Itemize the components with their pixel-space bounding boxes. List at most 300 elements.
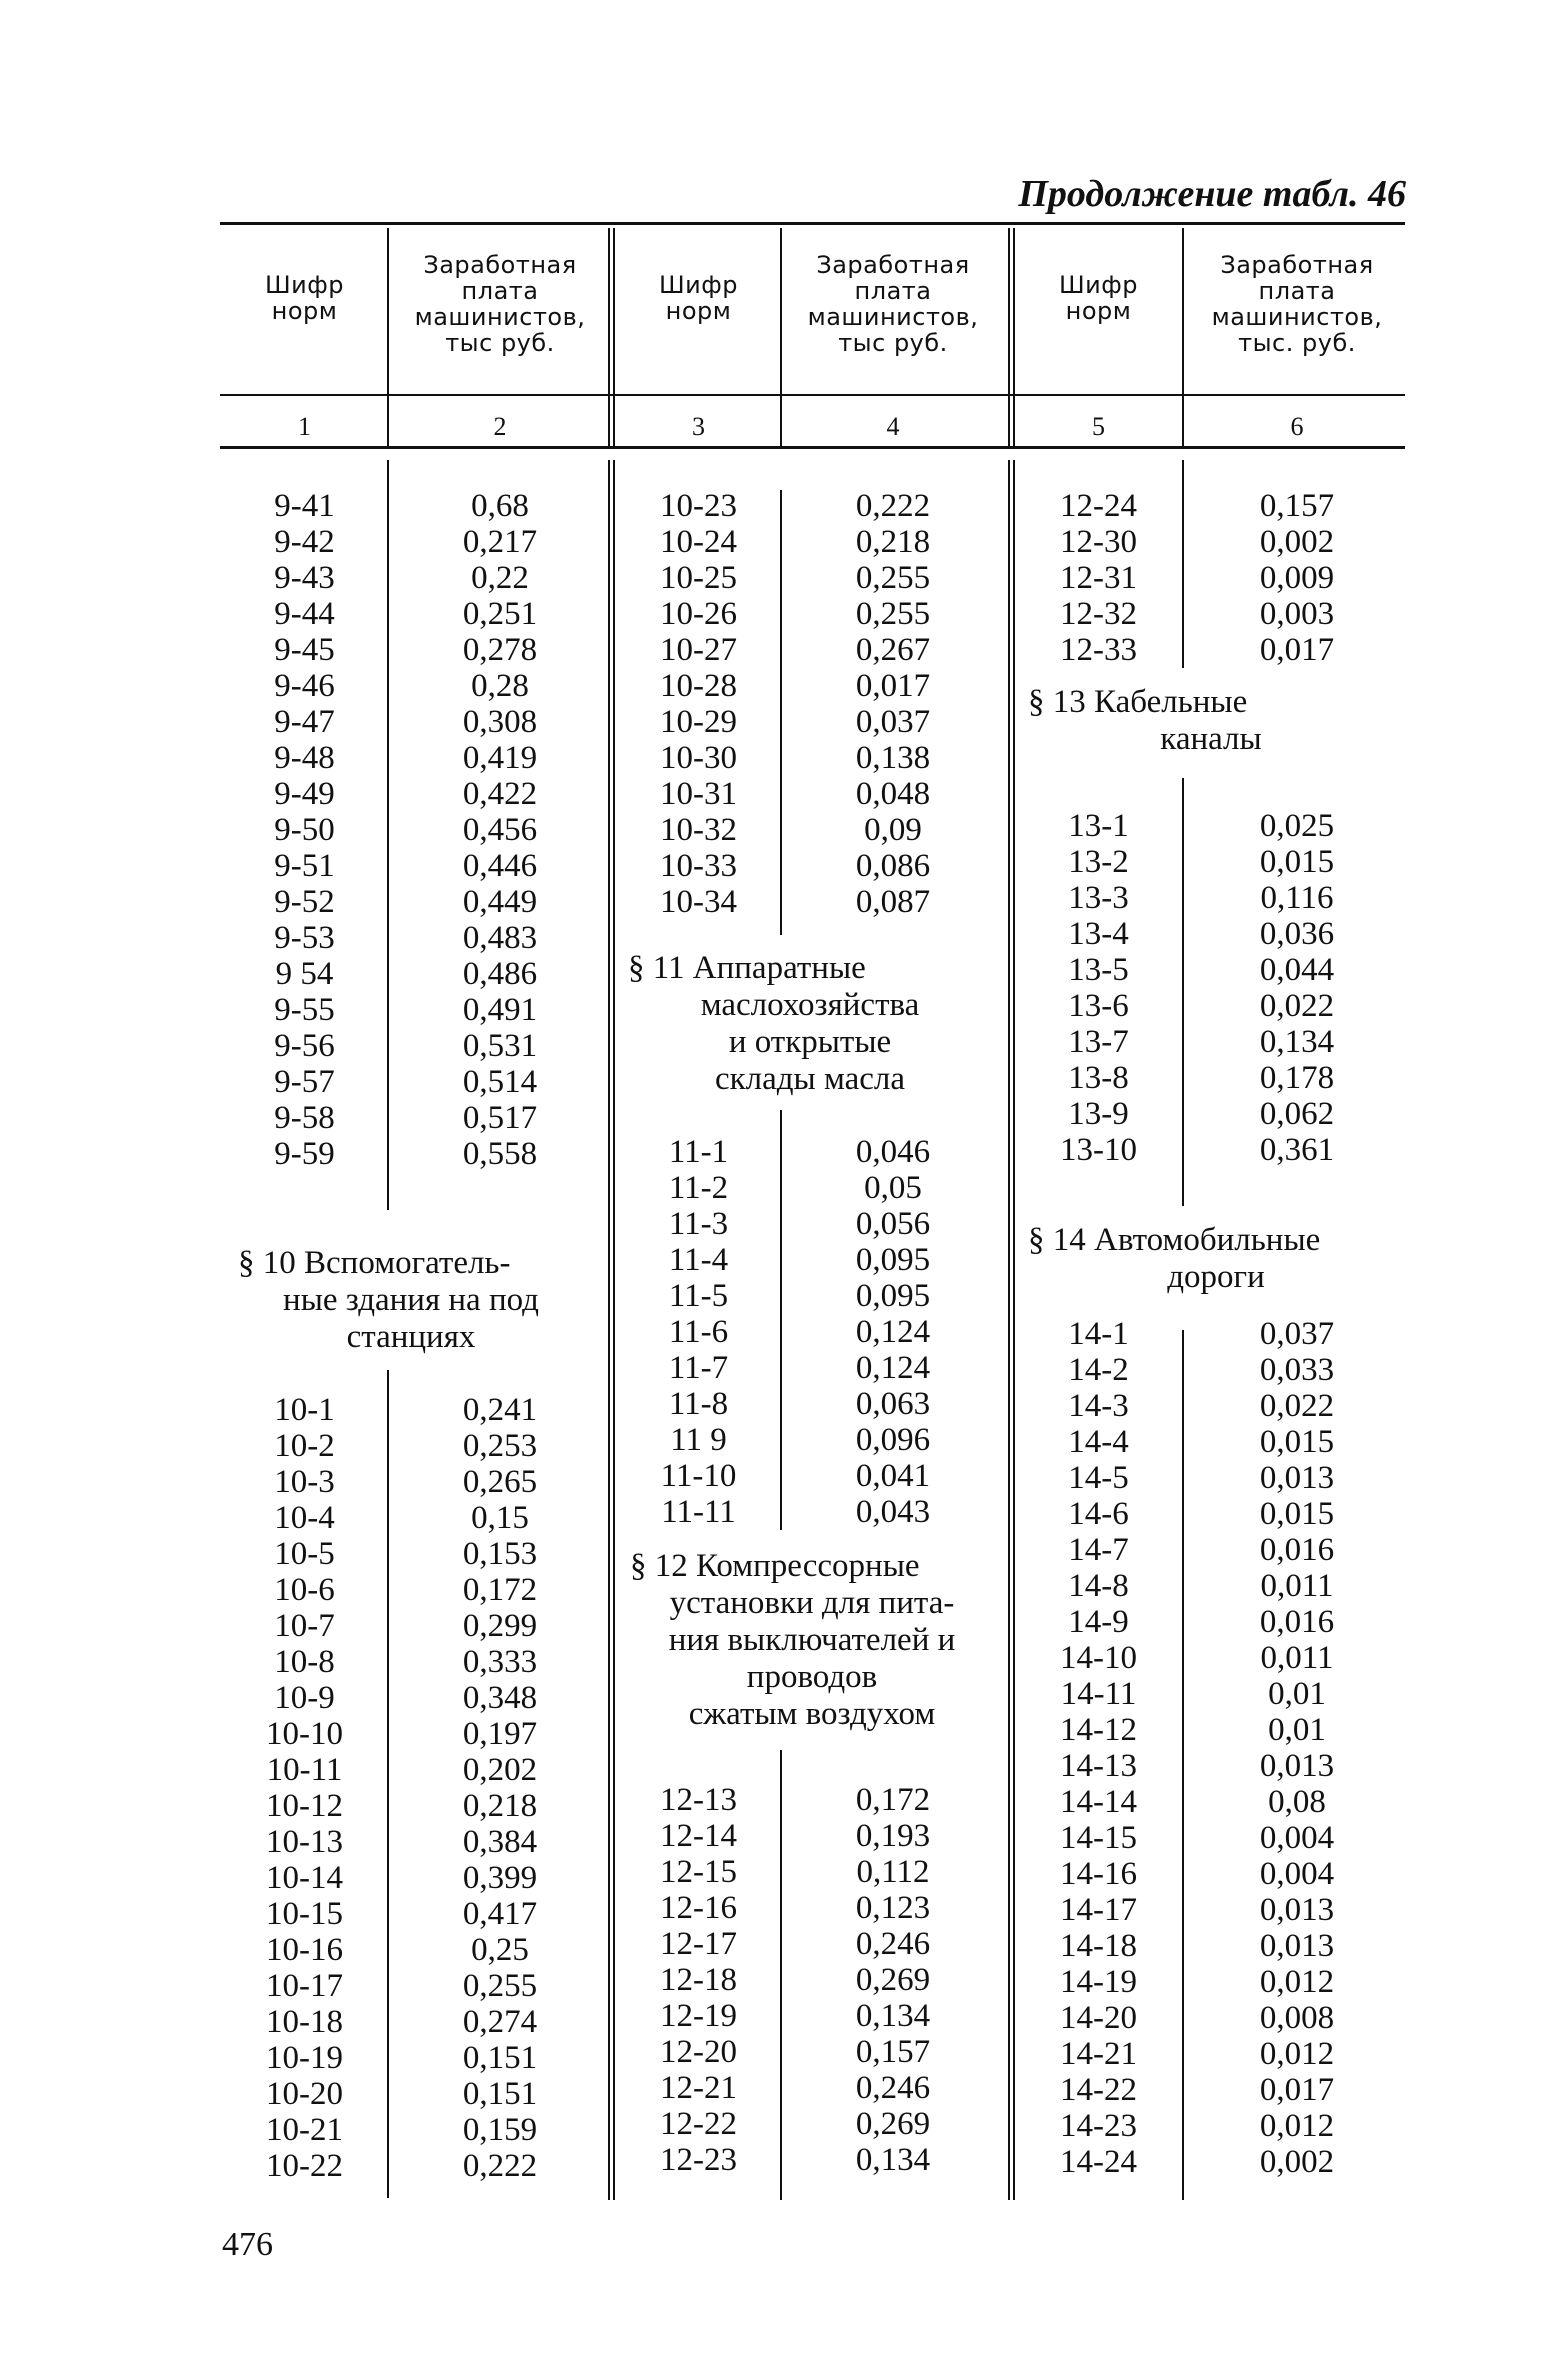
norm-code-cell: 10-23: [660, 488, 737, 524]
colnum-4: 4: [886, 412, 900, 441]
norm-code-cell: 12-22: [660, 2106, 737, 2142]
norm-code-cell: 13-1: [1068, 808, 1129, 844]
header-line: Шифр: [264, 271, 344, 299]
norm-code-cell: 10-34: [660, 884, 737, 920]
norm-code-cell: 13-5: [1068, 952, 1129, 988]
norm-code-cell: 9-55: [274, 992, 335, 1028]
wage-value-cell: 0,514: [462, 1064, 538, 1100]
wage-value-cell: 0,095: [855, 1242, 931, 1278]
norm-code-cell: 14-1: [1068, 1316, 1129, 1352]
norm-code-cell: 13-7: [1068, 1024, 1129, 1060]
header-line: машинистов,: [1211, 303, 1383, 331]
wage-value-cell: 0,449: [462, 884, 538, 920]
values-block-10b: [782, 488, 1004, 920]
norm-code-cell: 9-51: [274, 848, 335, 884]
norm-code-cell: 9-43: [274, 560, 335, 596]
section-heading-line: ния выключателей и: [668, 1622, 956, 1658]
wage-value-cell: 0,025: [1259, 808, 1335, 844]
norm-code-cell: 10-11: [266, 1752, 343, 1788]
header-col-6: [1186, 252, 1408, 356]
block-divider: [1008, 228, 1015, 446]
wage-value-cell: 0,036: [1259, 916, 1335, 952]
section-heading-line: каналы: [1160, 721, 1262, 757]
norm-code-cell: 10-14: [266, 1860, 343, 1896]
norm-code-cell: 10-32: [660, 812, 737, 848]
wage-value-cell: 0,333: [462, 1644, 538, 1680]
norm-code-cell: 11-6: [668, 1314, 729, 1350]
section-12-heading: [618, 1548, 1006, 1733]
norm-code-cell: 12-17: [660, 1926, 737, 1962]
page-number: 476: [222, 2226, 273, 2263]
section-11-heading: [616, 950, 1004, 1098]
wage-value-cell: 0,483: [462, 920, 538, 956]
norm-code-cell: 11-3: [668, 1206, 729, 1242]
norm-code-cell: 10-12: [266, 1788, 343, 1824]
section-13-heading: [1016, 684, 1406, 758]
norm-code-cell: 14-16: [1060, 1856, 1137, 1892]
wage-value-cell: 0,09: [864, 812, 922, 848]
wage-value-cell: 0,399: [462, 1860, 538, 1896]
norm-code-cell: 11-8: [668, 1386, 729, 1422]
norm-code-cell: 10-10: [266, 1716, 343, 1752]
wage-value-cell: 0,218: [855, 524, 931, 560]
wage-value-cell: 0,274: [462, 2004, 538, 2040]
wage-value-cell: 0,278: [462, 632, 538, 668]
header-line: машинистов,: [414, 303, 586, 331]
wage-value-cell: 0,033: [1259, 1352, 1335, 1388]
norm-code-cell: 14-21: [1060, 2036, 1137, 2072]
wage-value-cell: 0,267: [855, 632, 931, 668]
wage-value-cell: 0,246: [855, 2070, 931, 2106]
wage-value-cell: 0,01: [1268, 1676, 1326, 1712]
header-line: Заработная: [423, 251, 577, 279]
wage-value-cell: 0,419: [462, 740, 538, 776]
norm-code-cell: 9-45: [274, 632, 335, 668]
norm-code-cell: 14-2: [1068, 1352, 1129, 1388]
wage-value-cell: 0,004: [1259, 1820, 1335, 1856]
norm-code-cell: 12-33: [1060, 632, 1137, 668]
col-divider: [1182, 1330, 1184, 2200]
wage-value-cell: 0,308: [462, 704, 538, 740]
wage-value-cell: 0,134: [855, 1998, 931, 2034]
section-heading-line: проводов: [746, 1659, 878, 1695]
wage-value-cell: 0,157: [855, 2034, 931, 2070]
norm-code-cell: 14-5: [1068, 1460, 1129, 1496]
norm-code-cell: 10-18: [266, 2004, 343, 2040]
wage-value-cell: 0,68: [471, 488, 529, 524]
wage-value-cell: 0,002: [1259, 2144, 1335, 2180]
wage-value-cell: 0,202: [462, 1752, 538, 1788]
wage-value-cell: 0,384: [462, 1824, 538, 1860]
norm-code-cell: 14-10: [1060, 1640, 1137, 1676]
wage-value-cell: 0,012: [1259, 1964, 1335, 2000]
norm-code-cell: 14-17: [1060, 1892, 1137, 1928]
colnum-5: 5: [1092, 412, 1105, 441]
norm-code-cell: 9-57: [274, 1064, 335, 1100]
norm-code-cell: 12-24: [1060, 488, 1137, 524]
wage-value-cell: 0,159: [462, 2112, 538, 2148]
section-heading-line: § 11 Аппаратные: [628, 950, 866, 986]
norm-code-cell: 12-16: [660, 1890, 737, 1926]
wage-value-cell: 0,255: [855, 560, 931, 596]
wage-value-cell: 0,491: [462, 992, 538, 1028]
norm-code-cell: 13-2: [1068, 844, 1129, 880]
norm-code-cell: 10-22: [266, 2148, 343, 2184]
wage-value-cell: 0,08: [1268, 1784, 1326, 1820]
wage-value-cell: 0,086: [855, 848, 931, 884]
norm-code-cell: 9-44: [274, 596, 335, 632]
norm-code-cell: 13-4: [1068, 916, 1129, 952]
codes-block-14: [1016, 1316, 1181, 2180]
norm-code-cell: 9-47: [274, 704, 335, 740]
norm-code-cell: 9 54: [275, 956, 334, 992]
norm-code-cell: 14-12: [1060, 1712, 1137, 1748]
col-divider: [387, 1370, 389, 2198]
norm-code-cell: 14-11: [1060, 1676, 1137, 1712]
norm-code-cell: 14-14: [1060, 1784, 1137, 1820]
norm-code-cell: 9-52: [274, 884, 335, 920]
wage-value-cell: 0,15: [471, 1500, 529, 1536]
norm-code-cell: 9-49: [274, 776, 335, 812]
header-line: Заработная: [1220, 251, 1374, 279]
codes-block-13: [1016, 808, 1181, 1168]
wage-value-cell: 0,255: [462, 1968, 538, 2004]
header-line: тыс руб.: [445, 329, 555, 357]
wage-value-cell: 0,112: [856, 1854, 930, 1890]
wage-value-cell: 0,218: [462, 1788, 538, 1824]
codes-block-12a: [616, 1782, 781, 2178]
norm-code-cell: 14-8: [1068, 1568, 1129, 1604]
header-line: тыс руб.: [838, 329, 948, 357]
norm-code-cell: 11 9: [670, 1422, 727, 1458]
wage-value-cell: 0,151: [462, 2076, 538, 2112]
wage-value-cell: 0,012: [1259, 2108, 1335, 2144]
header-rule: [220, 394, 1405, 396]
norm-code-cell: 14-19: [1060, 1964, 1137, 2000]
norm-code-cell: 12-13: [660, 1782, 737, 1818]
norm-code-cell: 11-4: [668, 1242, 729, 1278]
wage-value-cell: 0,062: [1259, 1096, 1335, 1132]
norm-code-cell: 13-6: [1068, 988, 1129, 1024]
header-line: плата: [1258, 277, 1336, 305]
norm-code-cell: 12-21: [660, 2070, 737, 2106]
section-heading-line: § 14 Автомобильные: [1028, 1222, 1321, 1258]
wage-value-cell: 0,096: [855, 1422, 931, 1458]
norm-code-cell: 10-8: [274, 1644, 335, 1680]
norm-code-cell: 11-2: [668, 1170, 729, 1206]
wage-value-cell: 0,017: [1259, 2072, 1335, 2108]
wage-value-cell: 0,157: [1259, 488, 1335, 524]
norm-code-cell: 12-31: [1060, 560, 1137, 596]
wage-value-cell: 0,299: [462, 1608, 538, 1644]
norm-code-cell: 10-20: [266, 2076, 343, 2112]
norm-code-cell: 10-3: [274, 1464, 335, 1500]
wage-value-cell: 0,172: [462, 1572, 538, 1608]
wage-value-cell: 0,022: [1259, 1388, 1335, 1424]
wage-value-cell: 0,015: [1259, 1496, 1335, 1532]
header-line: норм: [271, 297, 338, 325]
norm-code-cell: 14-23: [1060, 2108, 1137, 2144]
wage-value-cell: 0,422: [462, 776, 538, 812]
norm-code-cell: 10-21: [266, 2112, 343, 2148]
header-col-3: [616, 272, 781, 324]
norm-code-cell: 9-56: [274, 1028, 335, 1064]
colnum-6: 6: [1290, 412, 1304, 441]
wage-value-cell: 0,269: [855, 2106, 931, 2142]
wage-value-cell: 0,456: [462, 812, 538, 848]
norm-code-cell: 10-7: [274, 1608, 335, 1644]
norm-code-cell: 10-28: [660, 668, 737, 704]
wage-value-cell: 0,016: [1259, 1532, 1335, 1568]
norm-code-cell: 9-48: [274, 740, 335, 776]
norm-code-cell: 10-26: [660, 596, 737, 632]
wage-value-cell: 0,037: [855, 704, 931, 740]
section-14-heading: [1016, 1222, 1416, 1296]
wage-value-cell: 0,01: [1268, 1712, 1326, 1748]
wage-value-cell: 0,558: [462, 1136, 538, 1172]
colnum-1: 1: [298, 412, 311, 441]
norm-code-cell: 10-31: [660, 776, 737, 812]
norm-code-cell: 12-23: [660, 2142, 737, 2178]
norm-code-cell: 10-33: [660, 848, 737, 884]
wage-value-cell: 0,25: [471, 1932, 529, 1968]
codes-block-12b: [1016, 488, 1181, 668]
wage-value-cell: 0,517: [462, 1100, 538, 1136]
norm-code-cell: 14-3: [1068, 1388, 1129, 1424]
norm-code-cell: 12-18: [660, 1962, 737, 1998]
header-col-5: [1016, 272, 1181, 324]
norm-code-cell: 13-9: [1068, 1096, 1129, 1132]
norm-code-cell: 10-24: [660, 524, 737, 560]
col-divider: [780, 228, 782, 446]
values-block-13: [1186, 808, 1408, 1168]
wage-value-cell: 0,087: [855, 884, 931, 920]
codes-block-9: [222, 488, 387, 1172]
norm-code-cell: 11-10: [660, 1458, 737, 1494]
col-divider: [387, 460, 389, 1210]
norm-code-cell: 12-20: [660, 2034, 737, 2070]
norm-code-cell: 13-8: [1068, 1060, 1129, 1096]
norm-code-cell: 9-50: [274, 812, 335, 848]
norm-code-cell: 14-4: [1068, 1424, 1129, 1460]
wage-value-cell: 0,013: [1259, 1928, 1335, 1964]
wage-value-cell: 0,348: [462, 1680, 538, 1716]
section-heading-line: § 12 Компрессорные: [630, 1548, 920, 1584]
wage-value-cell: 0,063: [855, 1386, 931, 1422]
wage-value-cell: 0,134: [855, 2142, 931, 2178]
norm-code-cell: 9-58: [274, 1100, 335, 1136]
wage-value-cell: 0,043: [855, 1494, 931, 1530]
norm-code-cell: 10-1: [274, 1392, 335, 1428]
wage-value-cell: 0,046: [855, 1134, 931, 1170]
norm-code-cell: 10-25: [660, 560, 737, 596]
wage-value-cell: 0,446: [462, 848, 538, 884]
norm-code-cell: 10-27: [660, 632, 737, 668]
wage-value-cell: 0,013: [1259, 1892, 1335, 1928]
wage-value-cell: 0,265: [462, 1464, 538, 1500]
wage-value-cell: 0,222: [855, 488, 931, 524]
wage-value-cell: 0,172: [855, 1782, 931, 1818]
col-divider: [1182, 460, 1184, 668]
norm-code-cell: 14-6: [1068, 1496, 1129, 1532]
header-line: тыс. руб.: [1238, 329, 1356, 357]
wage-value-cell: 0,044: [1259, 952, 1335, 988]
wage-value-cell: 0,269: [855, 1962, 931, 1998]
values-block-12a: [782, 1782, 1004, 2178]
norm-code-cell: 13-10: [1060, 1132, 1137, 1168]
header-line: Шифр: [658, 271, 738, 299]
codes-block-11: [616, 1134, 781, 1530]
norm-code-cell: 14-7: [1068, 1532, 1129, 1568]
norm-code-cell: 14-15: [1060, 1820, 1137, 1856]
norm-code-cell: 14-24: [1060, 2144, 1137, 2180]
wage-value-cell: 0,531: [462, 1028, 538, 1064]
norm-code-cell: 12-30: [1060, 524, 1137, 560]
norm-code-cell: 9-53: [274, 920, 335, 956]
norm-code-cell: 12-14: [660, 1818, 737, 1854]
section-heading-line: станциях: [346, 1319, 476, 1355]
norm-code-cell: 11-11: [661, 1494, 736, 1530]
norm-code-cell: 13-3: [1068, 880, 1129, 916]
norm-code-cell: 10-6: [274, 1572, 335, 1608]
section-heading-line: дороги: [1167, 1259, 1265, 1295]
header-col-4: [782, 252, 1004, 356]
top-rule: [220, 222, 1405, 225]
wage-value-cell: 0,123: [855, 1890, 931, 1926]
section-heading-line: и открытые: [728, 1024, 892, 1060]
values-block-12b: [1186, 488, 1408, 668]
colnum-2: 2: [493, 412, 507, 441]
wage-value-cell: 0,246: [855, 1926, 931, 1962]
wage-value-cell: 0,056: [855, 1206, 931, 1242]
codes-block-10a: [222, 1392, 387, 2184]
wage-value-cell: 0,012: [1259, 2036, 1335, 2072]
wage-value-cell: 0,153: [462, 1536, 538, 1572]
section-heading-line: склады масла: [714, 1061, 906, 1097]
norm-code-cell: 10-29: [660, 704, 737, 740]
section-heading-line: маслохозяйства: [700, 987, 920, 1023]
header-line: плата: [854, 277, 932, 305]
norm-code-cell: 10-13: [266, 1824, 343, 1860]
wage-value-cell: 0,138: [855, 740, 931, 776]
norm-code-cell: 11-7: [668, 1350, 729, 1386]
header-col-2: [390, 252, 610, 356]
norm-code-cell: 9-41: [274, 488, 335, 524]
colnum-rule: [220, 446, 1405, 449]
wage-value-cell: 0,193: [855, 1818, 931, 1854]
header-col-1: [222, 272, 387, 324]
values-block-14: [1186, 1316, 1408, 2180]
wage-value-cell: 0,124: [855, 1314, 931, 1350]
header-line: норм: [665, 297, 732, 325]
wage-value-cell: 0,095: [855, 1278, 931, 1314]
table-caption: Продолжение табл. 46: [1018, 173, 1406, 215]
wage-value-cell: 0,251: [462, 596, 538, 632]
header-line: Заработная: [816, 251, 970, 279]
section-heading-line: установки для пита-: [669, 1585, 955, 1621]
wage-value-cell: 0,217: [462, 524, 538, 560]
wage-value-cell: 0,004: [1259, 1856, 1335, 1892]
wage-value-cell: 0,124: [855, 1350, 931, 1386]
wage-value-cell: 0,361: [1259, 1132, 1335, 1168]
col-divider: [387, 228, 389, 394]
norm-code-cell: 14-13: [1060, 1748, 1137, 1784]
wage-value-cell: 0,116: [1260, 880, 1334, 916]
wage-value-cell: 0,011: [1260, 1568, 1334, 1604]
norm-code-cell: 12-32: [1060, 596, 1137, 632]
norm-code-cell: 9-46: [274, 668, 335, 704]
wage-value-cell: 0,017: [1259, 632, 1335, 668]
wage-value-cell: 0,008: [1259, 2000, 1335, 2036]
wage-value-cell: 0,041: [855, 1458, 931, 1494]
col-divider: [1182, 778, 1184, 1206]
codes-block-10b: [616, 488, 781, 920]
wage-value-cell: 0,417: [462, 1896, 538, 1932]
wage-value-cell: 0,253: [462, 1428, 538, 1464]
wage-value-cell: 0,016: [1259, 1604, 1335, 1640]
norm-code-cell: 12-15: [660, 1854, 737, 1890]
norm-code-cell: 9-59: [274, 1136, 335, 1172]
col-divider: [387, 396, 389, 446]
wage-value-cell: 0,017: [855, 668, 931, 704]
norm-code-cell: 11-5: [668, 1278, 729, 1314]
wage-value-cell: 0,255: [855, 596, 931, 632]
wage-value-cell: 0,28: [471, 668, 529, 704]
norm-code-cell: 10-30: [660, 740, 737, 776]
wage-value-cell: 0,037: [1259, 1316, 1335, 1352]
wage-value-cell: 0,241: [462, 1392, 538, 1428]
section-heading-line: ные здания на под: [283, 1282, 539, 1318]
norm-code-cell: 10-9: [274, 1680, 335, 1716]
wage-value-cell: 0,151: [462, 2040, 538, 2076]
section-heading-line: § 10 Вспомогатель-: [238, 1245, 511, 1281]
norm-code-cell: 10-5: [274, 1536, 335, 1572]
norm-code-cell: 12-19: [660, 1998, 737, 2034]
wage-value-cell: 0,178: [1259, 1060, 1335, 1096]
norm-code-cell: 10-15: [266, 1896, 343, 1932]
norm-code-cell: 14-9: [1068, 1604, 1129, 1640]
header-line: норм: [1065, 297, 1132, 325]
header-line: машинистов,: [807, 303, 979, 331]
section-10-heading: [226, 1245, 596, 1356]
wage-value-cell: 0,486: [462, 956, 538, 992]
wage-value-cell: 0,003: [1259, 596, 1335, 632]
wage-value-cell: 0,011: [1260, 1640, 1334, 1676]
norm-code-cell: 14-22: [1060, 2072, 1137, 2108]
header-line: плата: [461, 277, 539, 305]
norm-code-cell: 10-17: [266, 1968, 343, 2004]
wage-value-cell: 0,222: [462, 2148, 538, 2184]
header-line: Шифр: [1058, 271, 1138, 299]
colnum-3: 3: [692, 412, 705, 441]
norm-code-cell: 14-20: [1060, 2000, 1137, 2036]
norm-code-cell: 10-19: [266, 2040, 343, 2076]
block-divider: [1008, 460, 1015, 2200]
wage-value-cell: 0,197: [462, 1716, 538, 1752]
norm-code-cell: 14-18: [1060, 1928, 1137, 1964]
wage-value-cell: 0,015: [1259, 844, 1335, 880]
values-block-11: [782, 1134, 1004, 1530]
norm-code-cell: 9-42: [274, 524, 335, 560]
section-heading-line: § 13 Кабельные: [1028, 684, 1248, 720]
norm-code-cell: 10-4: [274, 1500, 335, 1536]
wage-value-cell: 0,013: [1259, 1748, 1335, 1784]
wage-value-cell: 0,05: [864, 1170, 922, 1206]
wage-value-cell: 0,134: [1259, 1024, 1335, 1060]
col-divider: [1182, 228, 1184, 446]
wage-value-cell: 0,22: [471, 560, 529, 596]
wage-value-cell: 0,048: [855, 776, 931, 812]
